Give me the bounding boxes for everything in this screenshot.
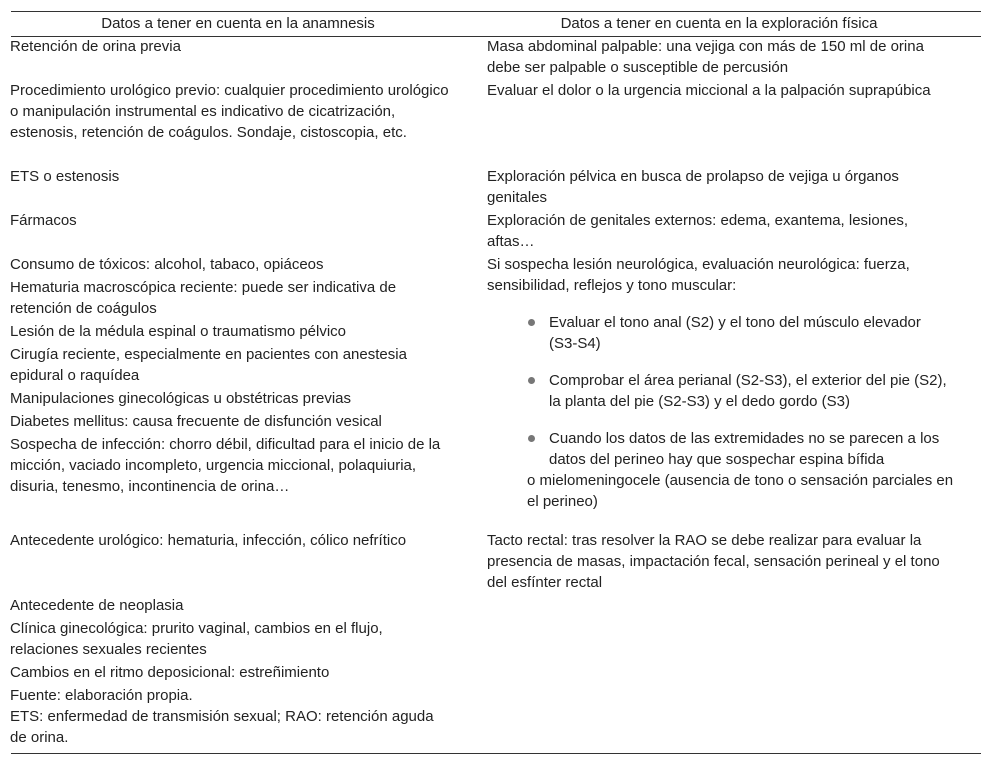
anamnesis-item: Hematuria macroscópica reciente: puede ser indicativa de retención de coágulos bbox=[10, 279, 397, 317]
neuro-bullet-item bbox=[549, 370, 949, 412]
table-footnote-abbreviations: ETS: enfermedad de transmisión sexual; RAO: retención aguda de orina. bbox=[10, 708, 434, 746]
anamnesis-item: Consumo de tóxicos: alcohol, tabaco, opiáceos bbox=[10, 256, 324, 273]
anamnesis-item: Manipulaciones ginecológicas u obstétricas previas bbox=[10, 390, 352, 407]
anamnesis-item: Clínica ginecológica: prurito vaginal, cambios en el flujo, relaciones sexuales recientes bbox=[10, 620, 383, 658]
anamnesis-item: Fármacos bbox=[10, 212, 77, 229]
exploracion-item: Tacto rectal: tras resolver la RAO se debe realizar para evaluar la presencia de masas, impactación fecal, sensación perineal y el tono del esfínter rectal bbox=[487, 532, 940, 591]
anamnesis-item: Procedimiento urológico previo: cualquier procedimiento urológico o manipulación instrumental es indicativo de cicatrización, estenosis, retención de coágulos. Sondaje, cistoscopia, etc. bbox=[10, 82, 449, 141]
anamnesis-item: Cambios en el ritmo deposicional: estreñimiento bbox=[10, 664, 330, 681]
anamnesis-item: Sospecha de infección: chorro débil, dificultad para el inicio de la micción, vaciado incompleto, urgencia miccional, polaquiuria, disuria, tenesmo, incontinencia de orina… bbox=[10, 436, 441, 495]
neuro-bullet-text: Evaluar el tono anal (S2) y el tono del músculo elevador (S3-S4) bbox=[549, 314, 921, 352]
header-anamnesis: Datos a tener en cuenta en la anamnesis bbox=[101, 15, 375, 32]
bullet-dot-icon bbox=[528, 377, 535, 384]
anamnesis-item: ETS o estenosis bbox=[10, 168, 120, 185]
anamnesis-item: Diabetes mellitus: causa frecuente de disfunción vesical bbox=[10, 413, 382, 430]
neuro-bullet-item bbox=[549, 428, 949, 470]
exploracion-item: Exploración pélvica en busca de prolapso de vejiga u órganos genitales bbox=[487, 168, 899, 206]
anamnesis-item: Antecedente de neoplasia bbox=[10, 597, 184, 614]
neuro-bullet-text: Cuando los datos de las extremidades no se parecen a los datos del perineo hay que sospechar espina bífida bbox=[549, 430, 940, 468]
header-exploracion: Datos a tener en cuenta en la exploración física bbox=[560, 15, 878, 32]
exploracion-item: Evaluar el dolor o la urgencia miccional a la palpación suprapúbica bbox=[487, 82, 931, 99]
bullet-dot-icon bbox=[528, 435, 535, 442]
neuro-bullet-text: Comprobar el área perianal (S2-S3), el exterior del pie (S2), la planta del pie (S2-S3) y el dedo gordo (S3) bbox=[549, 372, 947, 410]
exploracion-item: Exploración de genitales externos: edema, exantema, lesiones, aftas… bbox=[487, 212, 909, 250]
exploracion-item: Si sospecha lesión neurológica, evaluación neurológica: fuerza, sensibilidad, reflejos y tono muscular: bbox=[487, 256, 910, 294]
anamnesis-item: Retención de orina previa bbox=[10, 38, 181, 55]
exploracion-item: Masa abdominal palpable: una vejiga con más de 150 ml de orina debe ser palpable o susceptible de percusión bbox=[487, 38, 924, 76]
neuro-bullet-continuation: o mielomeningocele (ausencia de tono o sensación parciales en el perineo) bbox=[527, 472, 954, 510]
neuro-bullet-item bbox=[549, 312, 949, 354]
anamnesis-item: Antecedente urológico: hematuria, infección, cólico nefrítico bbox=[10, 532, 407, 549]
table-footnote-source: Fuente: elaboración propia. bbox=[10, 687, 193, 704]
anamnesis-item: Lesión de la médula espinal o traumatismo pélvico bbox=[10, 323, 347, 340]
anamnesis-item: Cirugía reciente, especialmente en pacientes con anestesia epidural o raquídea bbox=[10, 346, 407, 384]
bullet-dot-icon bbox=[528, 319, 535, 326]
